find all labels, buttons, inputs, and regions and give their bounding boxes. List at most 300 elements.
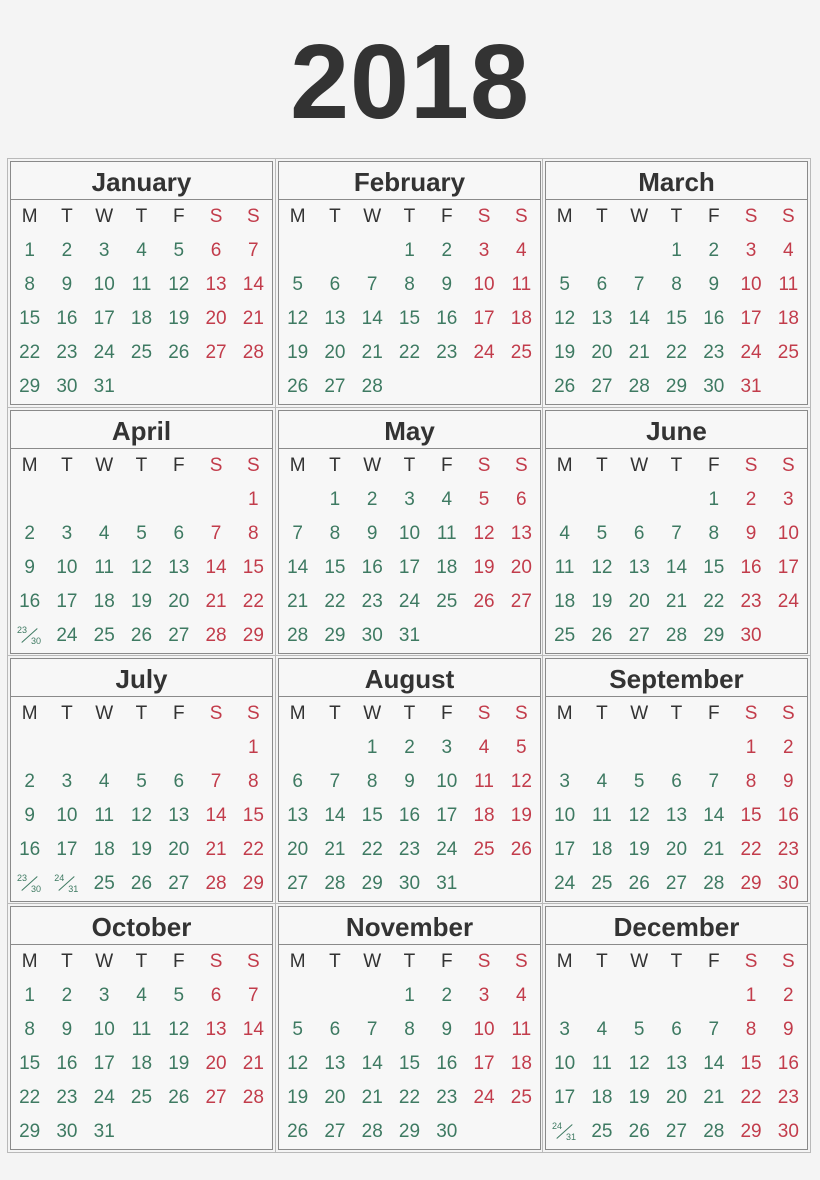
weekday-header: M: [556, 951, 573, 972]
day-cell: 20: [628, 591, 650, 612]
day-cell: 22: [740, 1087, 762, 1108]
weekday-header: S: [209, 703, 223, 724]
weekday-header: W: [630, 703, 649, 724]
weekday-header: S: [246, 455, 260, 476]
weekday-header: F: [172, 703, 185, 724]
weekday-header: T: [61, 206, 73, 227]
day-cell: 2: [61, 240, 73, 261]
day-cell: 29: [19, 376, 41, 397]
month-october: [10, 906, 273, 1150]
day-cell: 6: [633, 523, 645, 544]
day-cell: 12: [168, 1019, 190, 1040]
day-cell: 27: [324, 1121, 346, 1142]
day-cell: 13: [168, 557, 190, 578]
day-grid: [279, 697, 540, 901]
weekday-header: M: [289, 703, 306, 724]
day-cell: [546, 234, 583, 268]
day-cell: 8: [745, 1019, 757, 1040]
day-cell: 14: [628, 308, 650, 329]
day-grid: [546, 945, 807, 1149]
day-cell: [11, 731, 48, 765]
day-cell: 12: [628, 805, 650, 826]
day-cell: 29: [740, 1121, 762, 1142]
weekday-header: T: [329, 455, 341, 476]
month-name: May: [279, 411, 540, 449]
day-cell: 9: [441, 274, 453, 295]
weekday-header: T: [329, 951, 341, 972]
day-cell: 21: [242, 308, 264, 329]
day-cell: 11: [436, 523, 457, 544]
day-cell: 21: [324, 839, 346, 860]
day-cell: 10: [436, 771, 458, 792]
day-cell: 24: [93, 342, 115, 363]
day-cell: 24: [554, 873, 576, 894]
day-cell: [11, 483, 48, 517]
day-cell: 11: [554, 557, 575, 578]
weekday-header: W: [95, 703, 114, 724]
day-cell: 5: [173, 985, 185, 1006]
day-cell: 26: [628, 873, 650, 894]
day-cell: 31: [398, 625, 421, 646]
day-cell: 19: [130, 839, 153, 860]
weekday-header: T: [670, 206, 683, 227]
day-cell: 14: [242, 274, 264, 295]
day-cell: 3: [61, 771, 73, 792]
day-cell: [86, 731, 123, 765]
day-cell: 21: [287, 591, 309, 612]
weekday-header: F: [440, 455, 453, 476]
day-cell: 4: [516, 240, 527, 261]
day-cell: 22: [324, 591, 346, 612]
day-cell: 31: [436, 873, 458, 894]
weekday-header: M: [289, 455, 306, 476]
day-cell: [658, 979, 695, 1013]
weekday-header-row: [546, 945, 807, 979]
day-cell: 24: [56, 625, 78, 646]
week-row: [279, 1047, 540, 1081]
split-day-cell: [17, 873, 41, 895]
day-cell: 12: [628, 1053, 650, 1074]
week-row: [11, 551, 272, 585]
day-cell: 5: [516, 737, 527, 758]
day-cell: 24: [473, 342, 495, 363]
day-cell: 7: [708, 1019, 720, 1040]
day-cell: 1: [708, 489, 720, 510]
day-cell: 29: [740, 873, 762, 894]
day-cell: [465, 867, 502, 901]
week-row: [11, 833, 272, 867]
day-cell: 29: [242, 625, 264, 646]
week-row: [546, 1047, 807, 1081]
day-cell: 8: [248, 523, 259, 544]
day-cell: 15: [19, 1053, 41, 1074]
weekday-header: F: [707, 455, 720, 476]
day-cell: 3: [478, 985, 490, 1006]
weekday-header: T: [403, 951, 416, 972]
day-cell: 21: [205, 839, 227, 860]
day-cell: 11: [131, 1019, 152, 1040]
split-day-second: 31: [565, 1132, 576, 1142]
day-cell: 17: [473, 308, 495, 329]
day-cell: 15: [19, 308, 41, 329]
month-name: August: [279, 659, 540, 697]
weekday-header: S: [209, 206, 223, 227]
day-cell: 22: [361, 839, 383, 860]
day-cell: [197, 483, 234, 517]
week-row: [546, 731, 807, 765]
day-grid: [11, 200, 272, 404]
day-cell: 3: [783, 489, 794, 510]
day-cell: 11: [778, 274, 799, 295]
day-cell: [316, 234, 353, 268]
day-cell: 17: [93, 1053, 115, 1074]
day-cell: 23: [56, 342, 78, 363]
weekday-header: M: [21, 703, 38, 724]
day-cell: 18: [473, 805, 495, 826]
day-grid: [11, 945, 272, 1149]
month-name: February: [279, 162, 540, 200]
day-cell: 15: [361, 805, 383, 826]
day-cell: 28: [242, 342, 264, 363]
day-cell: 13: [591, 308, 613, 329]
day-cell: 4: [98, 523, 110, 544]
weekday-header: S: [477, 206, 491, 227]
split-day-cell: [17, 625, 41, 647]
day-cell: 5: [292, 1019, 303, 1040]
day-cell: [658, 483, 695, 517]
day-cell: 21: [703, 839, 725, 860]
weekday-header: T: [596, 206, 608, 227]
week-row: [546, 833, 807, 867]
day-cell: 1: [248, 737, 259, 758]
day-cell: 11: [592, 805, 612, 826]
day-cell: 10: [93, 274, 115, 295]
week-row: [279, 867, 540, 901]
day-cell: [160, 1115, 197, 1149]
day-cell: 15: [703, 557, 725, 578]
day-cell: 6: [596, 274, 608, 295]
day-cell: 7: [366, 1019, 378, 1040]
day-cell: 5: [559, 274, 570, 295]
day-cell: 22: [19, 342, 41, 363]
day-cell: [546, 731, 583, 765]
week-row: [279, 731, 540, 765]
day-cell: 8: [404, 274, 415, 295]
day-cell: 19: [168, 1053, 190, 1074]
week-row: [279, 799, 540, 833]
day-cell: 11: [94, 557, 115, 578]
day-cell: 16: [436, 308, 458, 329]
day-cell: 21: [361, 342, 383, 363]
day-grid: [11, 697, 272, 901]
day-cell: 2: [708, 240, 720, 261]
day-cell: 11: [592, 1053, 612, 1074]
weekday-header-row: [279, 697, 540, 731]
day-cell: [770, 619, 807, 653]
weekday-header: M: [556, 703, 573, 724]
month-june: [545, 410, 808, 654]
day-cell: 2: [441, 240, 453, 261]
day-cell: 19: [168, 308, 190, 329]
day-cell: [695, 731, 732, 765]
day-cell: 14: [665, 557, 688, 578]
day-cell: 9: [61, 274, 73, 295]
week-row: [546, 268, 807, 302]
day-cell: 25: [93, 625, 115, 646]
day-cell: 4: [136, 240, 147, 261]
weekday-header-row: [279, 449, 540, 483]
weekday-header-row: [546, 697, 807, 731]
day-cell: [279, 979, 316, 1013]
weekday-header: F: [440, 206, 453, 227]
day-grid: [546, 449, 807, 653]
day-cell: 20: [324, 1087, 346, 1108]
weekday-header: S: [514, 206, 528, 227]
day-cell: 18: [93, 839, 115, 860]
day-cell: 27: [168, 873, 190, 894]
weekday-header: S: [477, 951, 491, 972]
day-cell: 3: [98, 240, 110, 261]
day-cell: 19: [287, 342, 309, 363]
weekday-header: T: [135, 703, 148, 724]
weekday-header: S: [781, 703, 795, 724]
day-cell: [546, 483, 583, 517]
day-cell: [428, 619, 465, 653]
day-cell: 12: [130, 805, 153, 826]
day-cell: [583, 731, 620, 765]
weekday-header: T: [329, 703, 341, 724]
day-cell: 11: [511, 274, 532, 295]
day-cell: 23: [361, 591, 383, 612]
day-cell: 1: [366, 737, 378, 758]
day-cell: 16: [361, 557, 383, 578]
weekday-header: S: [781, 455, 795, 476]
day-cell: 16: [777, 1053, 799, 1074]
day-cell: 29: [19, 1121, 41, 1142]
weekday-header: S: [246, 206, 260, 227]
day-cell: 13: [324, 308, 346, 329]
day-cell: 4: [478, 737, 490, 758]
day-cell: 28: [361, 376, 383, 397]
day-cell: 5: [633, 771, 645, 792]
weekday-header: F: [172, 951, 185, 972]
day-cell: 17: [777, 557, 799, 578]
weekday-header: W: [630, 455, 649, 476]
day-cell: 8: [708, 523, 720, 544]
day-cell: 14: [703, 805, 725, 826]
day-cell: 25: [591, 1121, 613, 1142]
day-cell: 8: [404, 1019, 415, 1040]
week-row: [546, 799, 807, 833]
day-cell: 1: [329, 489, 341, 510]
day-cell: 19: [628, 1087, 650, 1108]
day-cell: 18: [777, 308, 799, 329]
split-day-first: 24: [552, 1121, 563, 1131]
split-day-cell: [552, 1121, 576, 1143]
day-cell: 30: [777, 873, 799, 894]
weekday-header: F: [172, 455, 185, 476]
day-cell: 9: [783, 1019, 794, 1040]
day-cell: 17: [554, 1087, 576, 1108]
day-cell: 8: [745, 771, 757, 792]
week-row: [546, 517, 807, 551]
weekday-header: T: [596, 703, 608, 724]
day-cell: 25: [130, 1087, 153, 1108]
week-row: [279, 268, 540, 302]
day-cell: 15: [665, 308, 688, 329]
day-cell: 4: [596, 771, 608, 792]
day-cell: [160, 483, 197, 517]
week-row: [279, 765, 540, 799]
day-cell: 14: [242, 1019, 264, 1040]
day-cell: 27: [591, 376, 613, 397]
day-cell: 17: [473, 1053, 495, 1074]
day-cell: 16: [740, 557, 762, 578]
month-name: January: [11, 162, 272, 200]
day-cell: [546, 979, 583, 1013]
day-cell: 15: [324, 557, 346, 578]
day-cell: 29: [703, 625, 725, 646]
week-row: [11, 483, 272, 517]
week-row: [11, 765, 272, 799]
day-cell: 5: [633, 1019, 645, 1040]
day-cell: [621, 483, 658, 517]
weekday-header-row: [279, 945, 540, 979]
split-day-second: 30: [30, 884, 41, 894]
day-cell: 6: [671, 1019, 682, 1040]
day-cell: 10: [554, 1053, 576, 1074]
day-cell: [465, 370, 502, 404]
day-cell: 21: [703, 1087, 725, 1108]
day-cell: [123, 483, 160, 517]
day-cell: 25: [510, 1087, 532, 1108]
day-cell: 17: [436, 805, 458, 826]
weekday-header: S: [477, 703, 491, 724]
day-cell: 19: [591, 591, 613, 612]
day-cell: 24: [398, 591, 421, 612]
split-day-first: 24: [54, 873, 65, 883]
month-april: [10, 410, 273, 654]
day-cell: 11: [511, 1019, 532, 1040]
day-cell: 5: [596, 523, 608, 544]
day-cell: 20: [665, 1087, 688, 1108]
day-cell: 30: [56, 1121, 78, 1142]
week-row: [279, 370, 540, 404]
week-row: [11, 619, 272, 653]
day-cell: 11: [94, 805, 115, 826]
day-cell: 12: [554, 308, 576, 329]
weekday-header: T: [61, 703, 73, 724]
day-cell: 23: [56, 1087, 78, 1108]
day-cell: 22: [398, 342, 421, 363]
day-cell: 12: [168, 274, 190, 295]
day-cell: 26: [168, 342, 190, 363]
week-row: [11, 1013, 272, 1047]
week-row: [546, 551, 807, 585]
day-cell: [354, 979, 391, 1013]
day-cell: 5: [292, 274, 303, 295]
day-cell: 4: [136, 985, 147, 1006]
day-cell: [770, 370, 807, 404]
day-cell: 29: [398, 1121, 421, 1142]
day-cell: 15: [740, 1053, 762, 1074]
day-cell: 25: [93, 873, 115, 894]
day-cell: 7: [210, 771, 222, 792]
week-row: [11, 268, 272, 302]
day-cell: 29: [324, 625, 346, 646]
day-cell: 26: [287, 1121, 309, 1142]
day-cell: 18: [93, 591, 115, 612]
day-grid: [279, 200, 540, 404]
month-name: December: [546, 907, 807, 945]
day-cell: [658, 731, 695, 765]
day-grid: [279, 449, 540, 653]
day-cell: 22: [703, 591, 725, 612]
day-cell: 17: [398, 557, 421, 578]
week-row: [546, 979, 807, 1013]
day-cell: 6: [671, 771, 682, 792]
day-cell: 10: [56, 557, 78, 578]
day-cell: 30: [361, 625, 383, 646]
day-cell: 10: [93, 1019, 115, 1040]
day-cell: 25: [591, 873, 613, 894]
week-row: [546, 619, 807, 653]
day-cell: 4: [98, 771, 110, 792]
day-cell: 3: [98, 985, 110, 1006]
week-row: [11, 234, 272, 268]
day-cell: 9: [366, 523, 378, 544]
day-cell: 17: [93, 308, 115, 329]
week-row: [546, 234, 807, 268]
week-row: [546, 867, 807, 901]
day-cell: 19: [554, 342, 576, 363]
day-cell: [428, 370, 465, 404]
day-cell: 1: [248, 489, 259, 510]
month-february: [278, 161, 541, 405]
day-cell: 18: [591, 1087, 613, 1108]
day-cell: 22: [242, 839, 264, 860]
day-cell: [279, 483, 316, 517]
day-cell: 27: [324, 376, 346, 397]
day-cell: 10: [473, 1019, 495, 1040]
weekday-header: S: [246, 703, 260, 724]
day-grid: [279, 945, 540, 1149]
day-cell: [197, 370, 234, 404]
day-cell: 20: [665, 839, 688, 860]
day-cell: 16: [56, 308, 78, 329]
day-cell: 28: [324, 873, 346, 894]
day-cell: 26: [130, 625, 153, 646]
weekday-header-row: [11, 697, 272, 731]
week-row: [11, 867, 272, 901]
day-cell: 21: [665, 591, 688, 612]
day-cell: 19: [287, 1087, 309, 1108]
day-cell: 26: [591, 625, 613, 646]
day-cell: 14: [361, 1053, 383, 1074]
day-cell: 27: [665, 873, 688, 894]
day-cell: 7: [329, 771, 341, 792]
split-day-second: 31: [68, 884, 79, 894]
day-cell: [503, 370, 540, 404]
day-cell: [123, 1115, 160, 1149]
day-cell: 3: [745, 240, 757, 261]
day-cell: 27: [510, 591, 532, 612]
day-cell: 17: [740, 308, 762, 329]
day-cell: [48, 867, 85, 901]
day-cell: [123, 731, 160, 765]
day-cell: 13: [168, 805, 190, 826]
day-cell: 28: [665, 625, 688, 646]
